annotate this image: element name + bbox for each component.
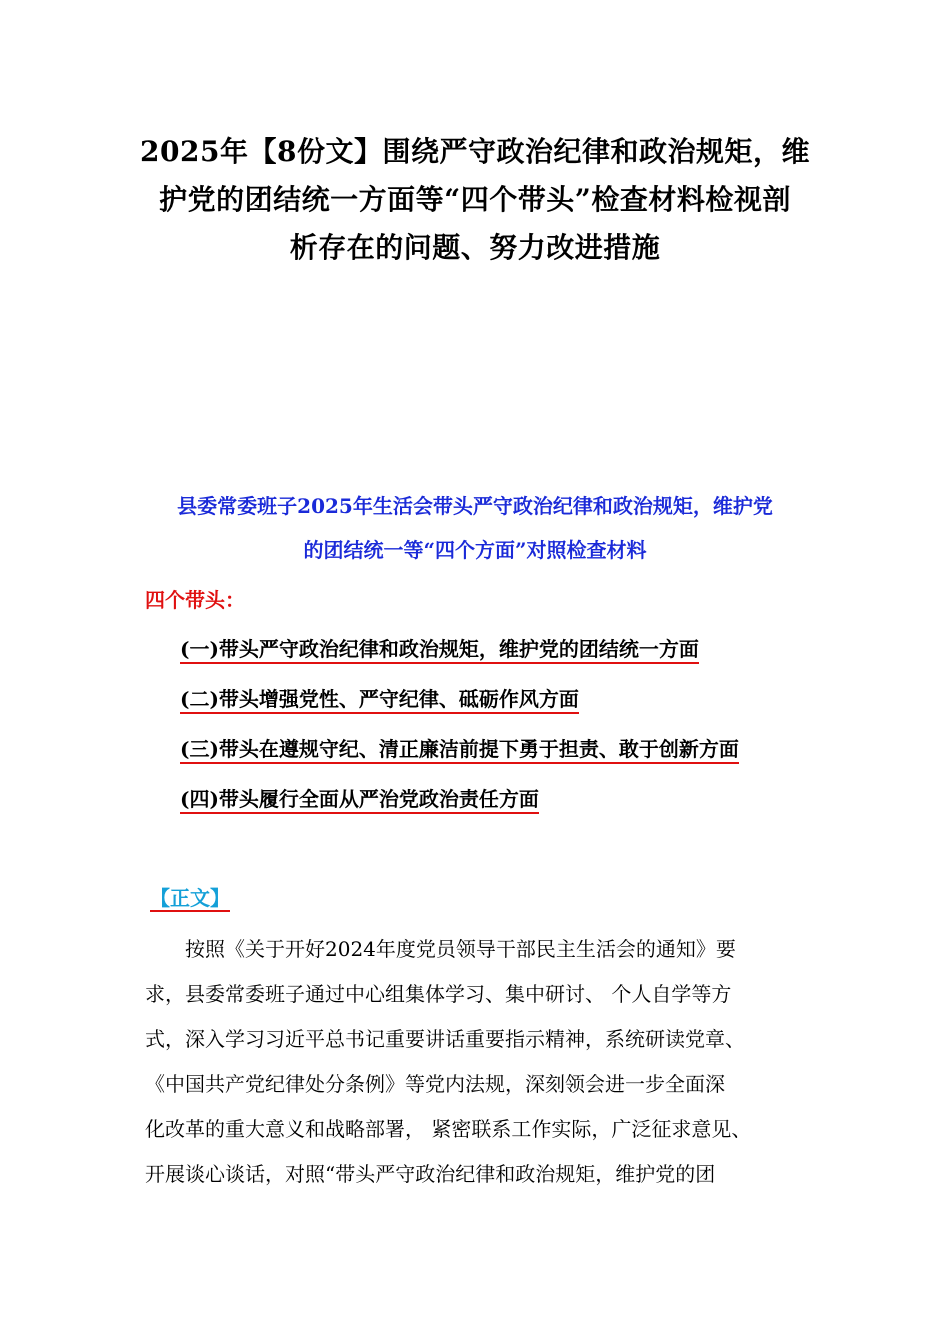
body-line-4: 《中国共产党纪律处分条例》等党内法规，深刻领会进一步全面深 — [145, 1072, 725, 1096]
four-leads-heading: 四个带头： — [145, 588, 245, 612]
main-text-label — [150, 882, 230, 914]
title-line-3: 析存在的问题、努力改进措施 — [289, 231, 661, 264]
body-line-6: 开展谈心谈话，对照“带头严守政治纪律和政治规矩，维护党的团 — [145, 1162, 716, 1186]
main-text-label-text: 【正文】 — [150, 886, 230, 910]
body-line-5: 化改革的重大意义和战略部署， 紧密联系工作实际，广泛征求意见、 — [145, 1117, 752, 1141]
title-line-1: 2025年【8份文】围绕严守政治纪律和政治规矩，维 — [140, 135, 810, 168]
list-item-text: (三)带头在遵规守纪、清正廉洁前提下勇于担责、敢于创新方面 — [180, 737, 739, 764]
list-item — [180, 632, 739, 682]
list-item — [180, 782, 739, 832]
list-item-text: (四)带头履行全面从严治党政治责任方面 — [180, 787, 539, 814]
list-item — [180, 682, 739, 732]
list-item-text: (一)带头严守政治纪律和政治规矩，维护党的团结统一方面 — [180, 637, 699, 664]
list-item — [180, 732, 739, 782]
subtitle-line-2: 的团结统一等“四个方面”对照检查材料 — [303, 538, 647, 562]
document-subtitle — [130, 484, 820, 572]
body-line-1: 按照《关于开好2024年度党员领导干部民主生活会的通知》要 — [145, 937, 736, 961]
body-line-3: 式，深入学习习近平总书记重要讲话重要指示精神，系统研读党章、 — [145, 1027, 745, 1051]
body-line-2: 求，县委常委班子通过中心组集体学习、集中研讨、 个人自学等方 — [145, 982, 732, 1006]
body-paragraph — [145, 927, 815, 1197]
subtitle-line-1: 县委常委班子2025年生活会带头严守政治纪律和政治规矩，维护党 — [177, 494, 773, 518]
list-item-text: (二)带头增强党性、严守纪律、砥砺作风方面 — [180, 687, 579, 714]
four-leads-list — [180, 632, 739, 832]
title-line-2: 护党的团结统一方面等“四个带头”检查材料检视剖 — [159, 183, 791, 216]
document-title — [130, 128, 820, 272]
